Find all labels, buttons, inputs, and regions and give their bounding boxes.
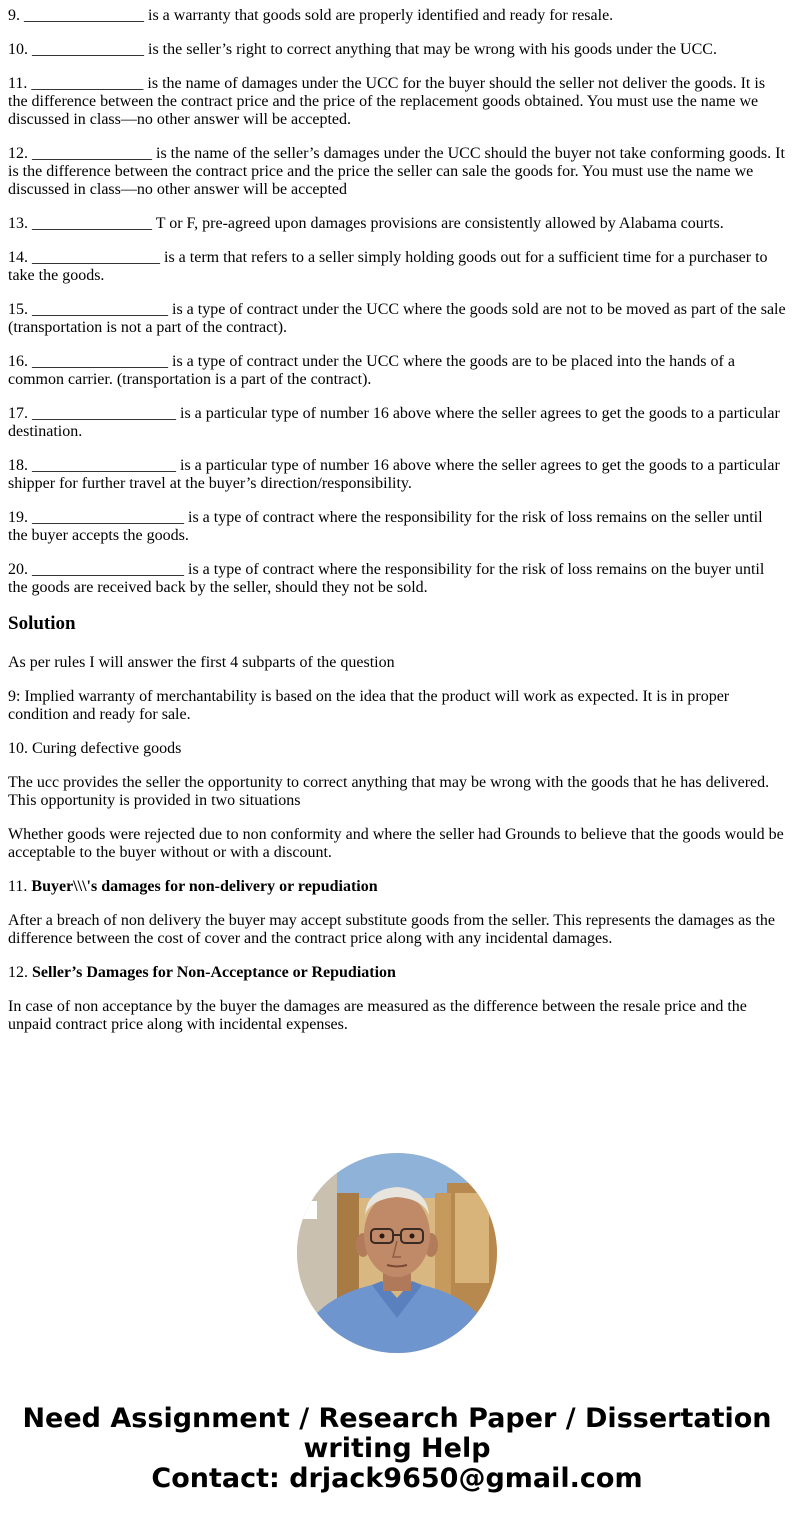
question-17: 17. __________________ is a particular type of number 16 above where the seller agrees to get the goods to a particular destination.	[8, 405, 780, 440]
answer-11-title: Buyer\\\'s damages for non-delivery or repudiation	[31, 878, 378, 895]
question-19: 19. ___________________ is a type of contract where the responsibility for the risk of loss remains on the seller until the buyer accepts the goods.	[8, 509, 763, 544]
answer-12-paragraph: In case of non acceptance by the buyer the damages are measured as the difference between the resale price and the unpaid contract price along with incidental expenses.	[8, 998, 747, 1033]
question-15: 15. _________________ is a type of contract under the UCC where the goods sold are not to be moved as part of the sale (transportation is not a part of the contract).	[8, 301, 786, 336]
document-body	[8, 7, 786, 1050]
answer-11: 11. Buyer\\\'s damages for non-delivery or repudiation	[8, 878, 378, 895]
avatar	[297, 1153, 497, 1353]
question-10: 10. ______________ is the seller’s right to correct anything that may be wrong with his goods under the UCC.	[8, 41, 717, 58]
answer-12-title: Seller’s Damages for Non-Acceptance or Repudiation	[32, 964, 396, 981]
question-9: 9. _______________ is a warranty that goods sold are properly identified and ready for resale.	[8, 7, 614, 24]
footer-line-1: Need Assignment / Research Paper / Dissertation	[22, 1403, 772, 1434]
footer-contact: Contact: drjack9650@gmail.com	[151, 1463, 643, 1494]
question-11: 11. ______________ is the name of damages under the UCC for the buyer should the seller not deliver the goods. It is the difference between the contract price and the price of the replacement goods obtained. You must use the name we discussed in class—no other answer will be accepted.	[8, 75, 766, 128]
answer-10-paragraph-1: The ucc provides the seller the opportunity to correct anything that may be wrong with the goods that he has delivered. This opportunity is provided in two situations	[8, 774, 770, 809]
question-13: 13. _______________ T or F, pre-agreed upon damages provisions are consistently allowed by Alabama courts.	[8, 215, 724, 232]
question-12: 12. _______________ is the name of the seller’s damages under the UCC should the buyer not take conforming goods. It is the difference between the contract price and the price the seller can sale the goods for. You must use the name we discussed in class—no other answer will be accepted	[8, 145, 785, 198]
avatar-photo	[297, 1153, 497, 1353]
footer-line-2: writing Help	[303, 1433, 491, 1464]
answer-10: 10. Curing defective goods	[8, 740, 182, 757]
solution-heading: Solution	[8, 613, 76, 634]
footer-banner	[0, 1404, 794, 1494]
question-18: 18. __________________ is a particular type of number 16 above where the seller agrees to get the goods to a particular shipper for further travel at the buyer’s direction/responsibility.	[8, 457, 780, 492]
solution-intro: As per rules I will answer the first 4 subparts of the question	[8, 654, 395, 671]
question-16: 16. _________________ is a type of contract under the UCC where the goods are to be placed into the hands of a common carrier. (transportation is a part of the contract).	[8, 353, 735, 388]
answer-9: 9: Implied warranty of merchantability is based on the idea that the product will work as expected. It is in proper condition and ready for sale.	[8, 688, 730, 723]
answer-11-paragraph: After a breach of non delivery the buyer may accept substitute goods from the seller. This represents the damages as the difference between the cost of cover and the contract price along with any incidental damages.	[8, 912, 776, 947]
answer-12: 12. Seller’s Damages for Non-Acceptance or Repudiation	[8, 964, 396, 981]
question-20: 20. ___________________ is a type of contract where the responsibility for the risk of loss remains on the buyer until the goods are received back by the seller, should they not be sold.	[8, 561, 765, 596]
answer-10-paragraph-2: Whether goods were rejected due to non conformity and where the seller had Grounds to believe that the goods would be acceptable to the buyer without or with a discount.	[8, 826, 784, 861]
question-14: 14. ________________ is a term that refers to a seller simply holding goods out for a sufficient time for a purchaser to take the goods.	[8, 249, 768, 284]
